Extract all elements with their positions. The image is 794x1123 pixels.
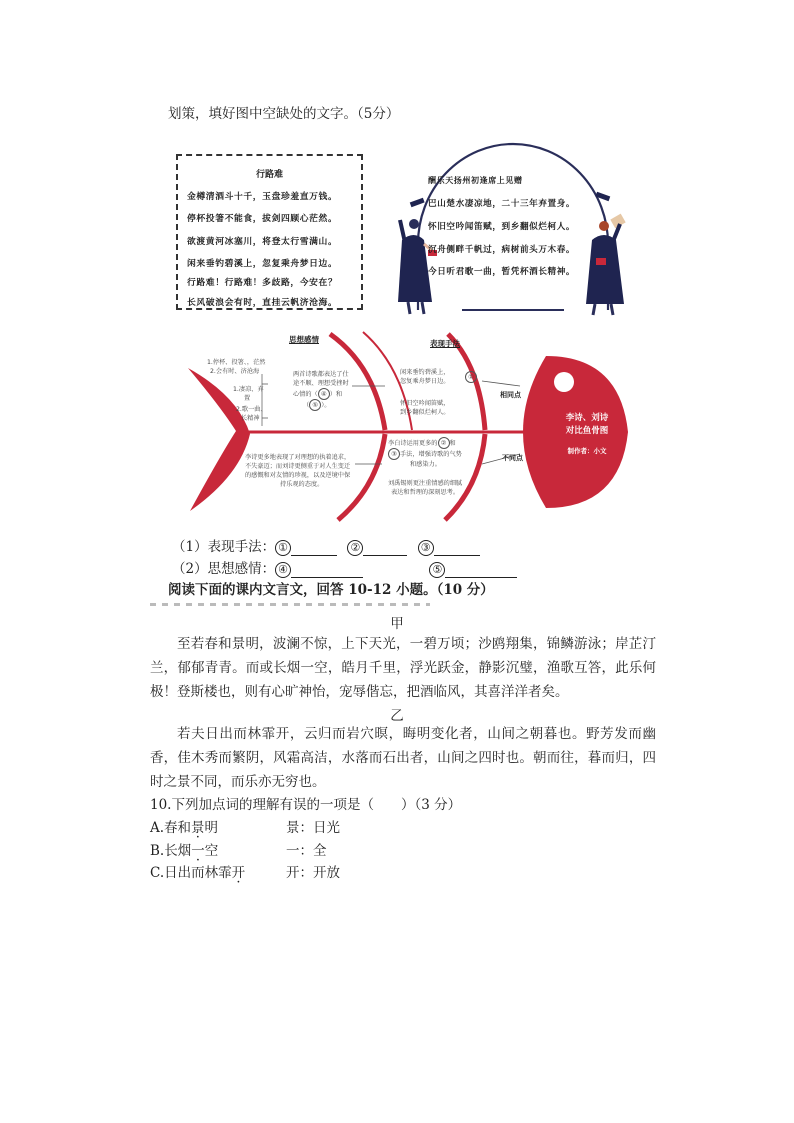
technique-diff-text: ③ 手法，增强诗歌的气势: [388, 448, 462, 460]
answer-marker-4: ④: [275, 562, 291, 578]
option-b-gloss: 一：全: [286, 843, 327, 859]
answer-marker-2: ②: [347, 540, 363, 556]
tail-text: 2.会有时、济沧海: [210, 368, 260, 375]
passage-label-jia: 甲: [390, 616, 404, 632]
poem2-line: 沉舟侧畔千帆过，病树前头万木春。: [428, 245, 576, 255]
label-different-points: 不同点: [502, 454, 523, 462]
technique-diff-text: 李白诗运用更多的 ② 和: [388, 439, 456, 447]
blank-marker-2: ②: [438, 437, 450, 449]
emotion-diff-text: 的感慨和对友情的珍视，以及逆境中保: [245, 472, 351, 479]
poem-line: 闲来垂钓碧溪上，忽复乘舟梦日边。: [187, 259, 338, 269]
answer-blank-5[interactable]: [445, 563, 517, 578]
question-technique: （1）表现手法： ① ② ③: [172, 535, 480, 556]
poem2-line: 今日听君歌一曲，暂凭杯酒长精神。: [428, 267, 576, 277]
answer-blank-4[interactable]: [291, 563, 363, 578]
emotion-diff-text: 不失豪迈；而刘诗更侧重于对人生变迁: [245, 463, 351, 470]
poem-title: 行路难: [255, 170, 283, 180]
fish-eye: [554, 372, 574, 392]
passage-jia: 至若春和景明，波澜不惊，上下天光，一碧万顷；沙鸥翔集，锦鳞游泳；岸芷汀兰，郁郁青青。而或长烟一空，皓月千里，浮光跃金，静影沉璧，渔歌互答，此乐何极！登斯楼也，则有心旷神怡，宠辱偕忘，把酒临风，其喜洋洋者矣。: [150, 636, 656, 700]
reading-heading: 阅读下面的课内文言文，回答 10-12 小题。（10 分）: [168, 582, 494, 598]
poem-line: 金樽清酒斗十千，玉盘珍羞直万钱。: [187, 192, 338, 202]
tail-text: 1.停杯、投箸、，茫然: [207, 359, 266, 366]
answer-blank-2[interactable]: [363, 541, 407, 556]
header-technique: 表现手法: [430, 339, 460, 348]
question-emotion: （2）思想感情： ④ ⑤: [172, 557, 517, 578]
emotion-same-text: 途不顺、理想受挫时: [293, 380, 349, 387]
fish-head-title: 对比鱼骨图: [565, 426, 609, 436]
option-a-gloss: 景：日光: [286, 820, 340, 836]
tail-text: 长精神: [241, 415, 260, 422]
option-b[interactable]: B.长烟一空: [150, 843, 219, 859]
emotion-same-text: 两首诗歌都表达了仕: [293, 371, 349, 378]
answer-blank-1[interactable]: [291, 541, 337, 556]
cropped-text-remnant: [150, 603, 430, 606]
answer-blank-3[interactable]: [434, 541, 480, 556]
dotted-word: 开: [231, 865, 246, 881]
technique-same-text: 到乡翻似烂柯人。: [400, 409, 450, 416]
mortarboard-icon: [410, 198, 425, 207]
poem-line: 停杯投箸不能食，拔剑四顾心茫然。: [187, 214, 338, 224]
technique-same-text: 闲来垂钓碧溪上，: [400, 369, 450, 376]
technique-same-text: 忽复乘舟梦日边。: [400, 378, 450, 385]
poem-line: 行路难！行路难！多歧路，今安在？: [187, 278, 338, 288]
emotion-diff-text: 李诗更多地表现了对理想的执着追求，: [245, 454, 351, 461]
poem2-title: 酬乐天扬州初逢席上见赠: [428, 175, 523, 185]
fish-head-author: 制作者：小文: [567, 447, 607, 455]
poem2-line: 巴山楚水凄凉地，二十三年弃置身。: [428, 199, 576, 209]
question-10-stem: 10.下列加点词的理解有误的一项是（ ）（3 分）: [150, 797, 462, 813]
label-same-points: 相同点: [500, 391, 521, 399]
dotted-word: 景: [191, 820, 205, 836]
passage-yi: 若夫日出而林霏开，云归而岩穴暝，晦明变化者，山间之朝暮也。野芳发而幽香，佳木秀而繁阴，风霜高洁，水落而石出者，山间之四时也。朝而往，暮而归，四时之景不同，而乐亦无穷也。: [150, 726, 656, 790]
answer-marker-1: ①: [275, 540, 291, 556]
tail-text: 1.凄凉、弃: [233, 386, 264, 393]
graduate-left-figure: [398, 198, 437, 314]
poem2-line: 怀旧空吟闻笛赋，到乡翻似烂柯人。: [428, 222, 576, 232]
technique-diff-text: 刘禹锡则更注重情感的细腻: [388, 480, 463, 487]
intro-instruction: 划策，填好图中空缺处的文字。（5分）: [168, 106, 400, 122]
emotion-diff-text: 持乐观的态度。: [280, 481, 324, 488]
poem-line: 欲渡黄河冰塞川，将登太行雪满山。: [187, 237, 338, 247]
tail-text: 2.歌一曲、: [236, 406, 267, 413]
passage-label-yi: 乙: [390, 708, 404, 724]
answer-marker-3: ③: [418, 540, 434, 556]
poem-box-xinglunan: [176, 154, 363, 310]
answer-marker-5: ⑤: [429, 562, 445, 578]
dotted-word: 一: [191, 843, 205, 859]
option-c[interactable]: C.日出而林霏开: [150, 865, 246, 881]
blank-marker-5: ⑤: [309, 399, 321, 411]
graduate-right-figure: [586, 192, 626, 315]
poem-line: 长风破浪会有时，直挂云帆济沧海。: [187, 298, 338, 308]
technique-same-text: 怀旧空吟闻笛赋，: [400, 400, 450, 407]
technique-diff-text: 表达和哲理的深刻思考。: [391, 489, 460, 496]
header-emotion: 思想感情: [289, 335, 319, 344]
emotion-same-text: （ ⑤ ）。: [303, 401, 331, 409]
option-a[interactable]: A.春和景明: [150, 820, 219, 836]
technique-diff-text: 和感染力。: [410, 461, 441, 468]
tail-text: 置: [244, 395, 251, 402]
blank-marker-4: ④: [318, 388, 330, 400]
option-c-gloss: 开：开放: [286, 865, 340, 881]
blank-marker-3: ③: [388, 448, 400, 460]
fish-head-title: 李诗、刘诗: [565, 413, 609, 423]
emotion-same-text: 心情的（ ④ ）和: [293, 390, 343, 398]
blank-marker-1: ①: [465, 371, 477, 383]
